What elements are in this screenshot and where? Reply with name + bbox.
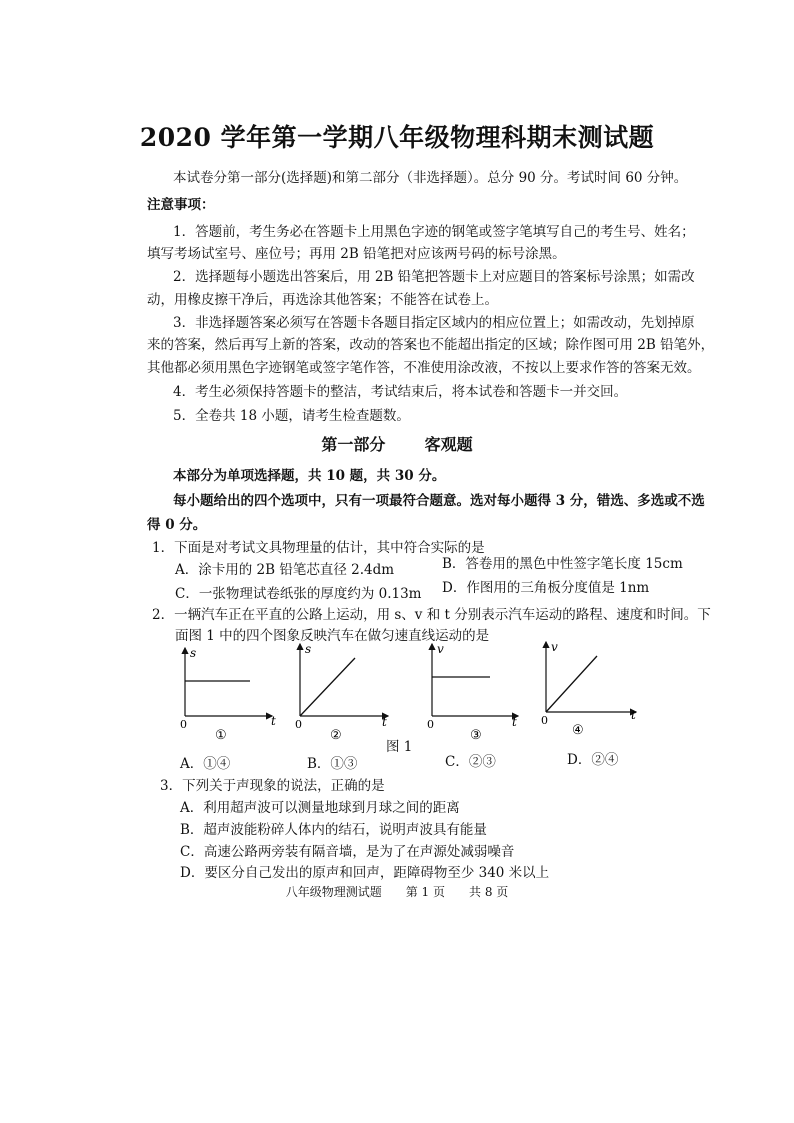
graph-3-ylabel: v [437,642,444,656]
notice-line: 1．答题前，考生务必在答题卡上用黑色字迹的钢笔或签字笔填写自己的考生号、姓名； [173,224,695,240]
section-part: 第一部分 [321,435,386,454]
graph-4-origin: 0 [541,714,548,727]
graph-4-xlabel: t [631,708,636,722]
q2-option-b: B．①③ [307,756,358,772]
q1-option-d: D．作图用的三角板分度值是 1nm [442,580,650,596]
section-desc: 得 0 分。 [147,517,207,533]
q2-option-c: C．②③ [445,754,496,770]
graph-2-xlabel: t [382,715,387,729]
q1-option-a: A．涂卡用的 2B 铅笔芯直径 2.4dm [175,562,395,578]
notice-line: 4．考生必须保持答题卡的整洁，考试结束后，将本试卷和答题卡一并交回。 [173,384,628,400]
section-desc: 本部分为单项选择题，共 10 题，共 30 分。 [173,468,446,484]
q3-option-a: A．利用超声波可以测量地球到月球之间的距离 [180,800,460,816]
graph-1-ylabel: s [190,646,197,660]
notice-line: 5．全卷共 18 小题，请考生检查题数。 [173,408,410,424]
q3-option-d: D．要区分自己发出的原声和回声，距障碍物至少 340 米以上 [180,865,550,881]
section-name: 客观题 [424,435,473,454]
notice-line: 填写考场试室号、座位号；再用 2B 铅笔把对应该两号码的标号涂黑。 [147,246,566,262]
graph-2-origin: 0 [295,718,302,731]
notice-line: 3．非选择题答案必须写在答题卡各题目指定区域内的相应位置上；如需改动，先划掉原 [173,315,695,331]
q1-stem: 1．下面是对考试文具物理量的估计，其中符合实际的是 [152,540,485,556]
section-desc: 每小题给出的四个选项中，只有一项最符合题意。选对每小题得 3 分，错选、多选或不选 [173,493,705,509]
graph-1-number: ① [215,728,227,743]
graph-3-xlabel: t [512,715,517,729]
graph-3-number: ③ [470,728,482,743]
graph-1-xlabel: t [271,714,276,728]
notice-line: 2．选择题每小题选出答案后，用 2B 铅笔把答题卡上对应题目的答案标号涂黑；如需改 [173,269,695,285]
graph-2-ylabel: s [305,642,312,656]
q3-stem: 3．下列关于声现象的说法，正确的是 [160,778,385,794]
graph-4-line [546,656,597,712]
q2-stem: 面图 1 中的四个图象反映汽车在做匀速直线运动的是 [175,628,490,644]
graph-4-ylabel: v [551,640,558,654]
q1-option-c: C．一张物理试卷纸张的厚度约为 0.13m [175,586,422,602]
exam-title: 2020 学年第一学期八年级物理科期末测试题 [139,123,655,152]
q2-stem: 2．一辆汽车正在平直的公路上运动，用 s、v 和 t 分别表示汽车运动的路程、速度和时间。下 [152,607,711,623]
intro-text: 本试卷分第一部分(选择题)和第二部分（非选择题）。总分 90 分。考试时间 60 分钟。 [173,170,688,186]
graph-2-number: ② [330,728,342,743]
graph-1 [180,646,276,743]
notice-line: 来的答案，然后再写上新的答案，改动的答案也不能超出指定的区域；除作图可用 2B 铅笔外， [147,337,715,353]
graph-3 [427,642,518,743]
q2-option-d: D．②④ [567,752,619,768]
section-heading [0,432,794,455]
notice-line: 动，用橡皮擦干净后，再选涂其他答案；不能答在试卷上。 [147,292,498,308]
page-footer: 八年级物理测试题 第 1 页 共 8 页 [285,885,509,899]
q1-option-b: B．答卷用的黑色中性签字笔长度 15cm [442,556,683,572]
notice-heading: 注意事项： [147,197,215,213]
graph-4-number: ④ [572,723,584,738]
graph-3-origin: 0 [427,718,434,731]
q2-option-a: A．①④ [180,756,231,772]
graph-4 [541,640,636,738]
figure-caption: 图 1 [386,739,413,755]
q3-option-b: B．超声波能粉碎人体内的结石，说明声波具有能量 [180,822,487,838]
graph-2 [295,642,388,743]
notice-line: 其他都必须用黑色字迹钢笔或签字笔作答，不准使用涂改液，不按以上要求作答的答案无效。 [147,360,701,376]
q3-option-c: C．高速公路两旁装有隔音墙，是为了在声源处减弱噪音 [180,844,515,860]
graph-2-line [300,658,355,716]
graph-1-origin: 0 [180,718,187,731]
